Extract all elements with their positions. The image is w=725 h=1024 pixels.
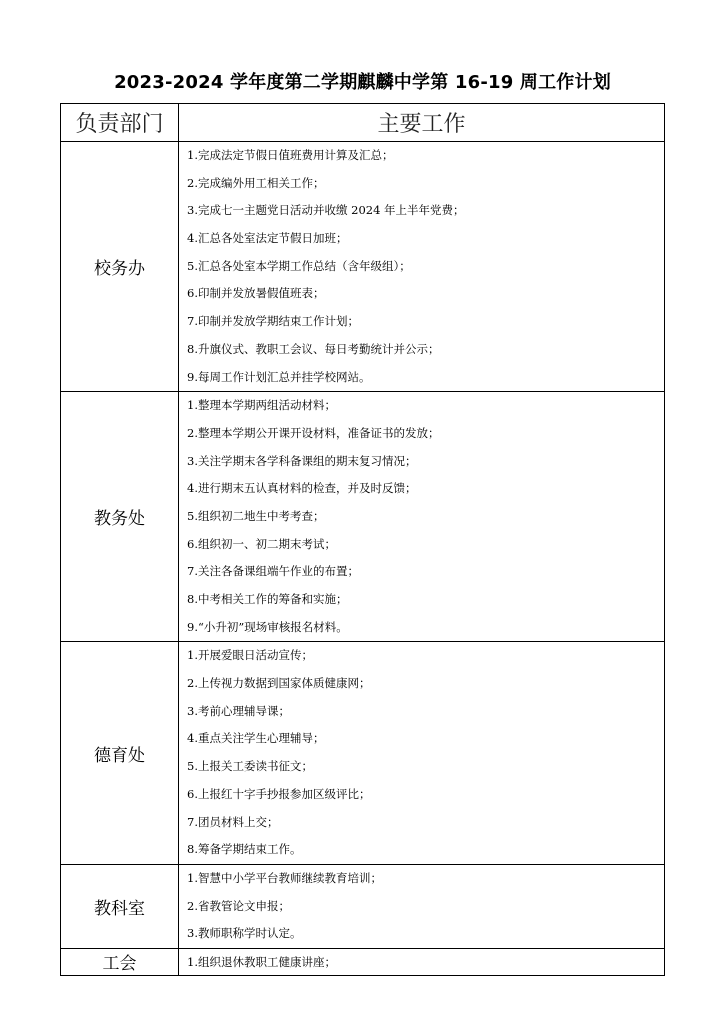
task-item: 6.印制并发放暑假值班表； (187, 286, 325, 301)
task-item: 3.完成七一主题党日活动并收缴 2024 年上半年党费； (187, 203, 465, 218)
main-work-column-header: 主要工作 (179, 104, 665, 142)
task-item: 4.进行期末五认真材料的检查，并及时反馈； (187, 481, 417, 496)
department-cell: 校务办 (61, 142, 179, 392)
table-body (61, 142, 665, 976)
table-row (61, 142, 665, 392)
table-row (61, 864, 665, 948)
task-list (179, 951, 664, 973)
task-item: 8.中考相关工作的筹备和实施； (187, 592, 348, 606)
department-cell: 德育处 (61, 642, 179, 865)
task-item: 7.关注各备课组端午作业的布置； (187, 564, 359, 579)
task-list (179, 642, 664, 864)
task-item: 8.升旗仪式、教职工会议、每日考勤统计并公示； (187, 341, 440, 356)
tasks-cell (179, 142, 665, 392)
task-item: 1.开展爱眼日活动宣传； (187, 648, 313, 663)
task-list (179, 142, 664, 391)
work-plan-table (60, 103, 665, 976)
task-item: 2.省教管论文申报； (187, 898, 290, 913)
task-item: 4.重点关注学生心理辅导； (187, 731, 325, 746)
task-item: 5.汇总各处室本学期工作总结（含年级组）； (187, 258, 411, 273)
table-row (61, 642, 665, 865)
department-cell: 工会 (61, 948, 179, 975)
task-item: 1.完成法定节假日值班费用计算及汇总； (187, 148, 394, 162)
department-cell: 教科室 (61, 864, 179, 948)
tasks-cell (179, 642, 665, 865)
task-item: 7.印制并发放学期结束工作计划； (187, 314, 359, 329)
department-column-header: 负责部门 (61, 104, 179, 142)
task-item: 9.每周工作计划汇总并挂学校网站。 (187, 369, 371, 384)
task-item: 2.完成编外用工相关工作； (187, 175, 325, 190)
page-title: 2023-2024 学年度第二学期麒麟中学第 16-19 周工作计划 (114, 72, 611, 93)
task-item: 1.组织退休教职工健康讲座； (187, 954, 336, 969)
tasks-cell (179, 392, 665, 642)
task-item: 7.团员材料上交； (187, 814, 279, 829)
task-item: 9.“小升初”现场审核报名材料。 (187, 619, 348, 634)
task-item: 5.上报关工委读书征文； (187, 759, 313, 774)
task-item: 1.智慧中小学平台教师继续教育培训； (187, 870, 382, 885)
table-row (61, 948, 665, 975)
department-cell: 教务处 (61, 392, 179, 642)
task-item: 3.关注学期末各学科备课组的期末复习情况； (187, 453, 417, 468)
task-item: 2.上传视力数据到国家体质健康网； (187, 676, 371, 691)
table-header-row (61, 104, 665, 142)
task-item: 5.组织初二地生中考考查； (187, 508, 325, 523)
task-list (179, 865, 664, 948)
tasks-cell (179, 948, 665, 975)
table-row (61, 392, 665, 642)
task-item: 2.整理本学期公开课开设材料，准备证书的发放； (187, 425, 440, 440)
task-item: 3.教师职称学时认定。 (187, 926, 302, 941)
task-item: 6.上报红十字手抄报参加区级评比； (187, 786, 371, 801)
task-item: 4.汇总各处室法定节假日加班； (187, 231, 348, 246)
task-list (179, 392, 664, 641)
task-item: 6.组织初一、初二期末考试； (187, 536, 336, 551)
task-item: 3.考前心理辅导课； (187, 703, 290, 718)
task-item: 1.整理本学期两组活动材料； (187, 398, 336, 413)
task-item: 8.筹备学期结束工作。 (187, 842, 302, 857)
tasks-cell (179, 864, 665, 948)
